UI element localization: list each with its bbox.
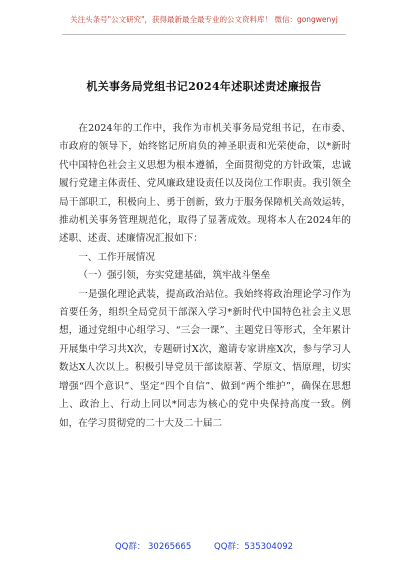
footer-qq-group-2[interactable]: QQ群：535304092 [214,542,294,552]
footer-qq-group-1[interactable]: QQ群： 30265665 [114,542,192,552]
section-heading-1: 一、工作开展情况 [78,251,155,263]
body-paragraph-theory: 一是强化理论武装，提高政治站位。我始终将政治理论学习作为首要任务，组织全局党员干部深入学习*新时代中国特色社会主义思想，通过党组中心组学习、“三会一课”、主题党日等形式，全年累计开展集中学习共X次，专题研讨X次，邀请专家讲座X次，参与学习人数达X人次以上。积极引导党员干部读原著、学原文、悟原理，切实增强“四个意识”、坚定“四个自信”、做到“两个维护”，确保在思想上、政治上、行动上同以*同志为核心的党中央保持高度一致。例如，在学习贯彻党的二十大及二十届二 [59,288,351,429]
document-body [59,120,351,433]
header-divider [62,34,346,35]
subsection-heading-1: （一）强引领，夯实党建基础，筑牢战斗堡垒 [78,270,271,282]
header-banner[interactable]: 关注头条号"公文研究"，获得最新最全最专业的公文资料库！ 微信：gongwenyj [70,15,338,24]
body-paragraph-intro: 在2024年的工作中，我作为市机关事务局党组书记，在市委、市政府的领导下，始终铭记所肩负的神圣职责和光荣使命，以*新时代中国特色社会主义思想为根本遵循，全面贯彻党的方针政策，忠诚履行党建主体责任、党风廉政建设责任以及岗位工作职责。我引领全局干部职工，积极向上、勇于创新，致力于服务保障机关高效运转，推动机关事务管理规范化，取得了显著成效。现将本人在2024年的述职、述责、述廉情况汇报如下： [59,123,351,245]
document-title: 机关事务局党组书记2024年述职述责述廉报告 [86,80,322,93]
footer-contact [0,540,408,552]
